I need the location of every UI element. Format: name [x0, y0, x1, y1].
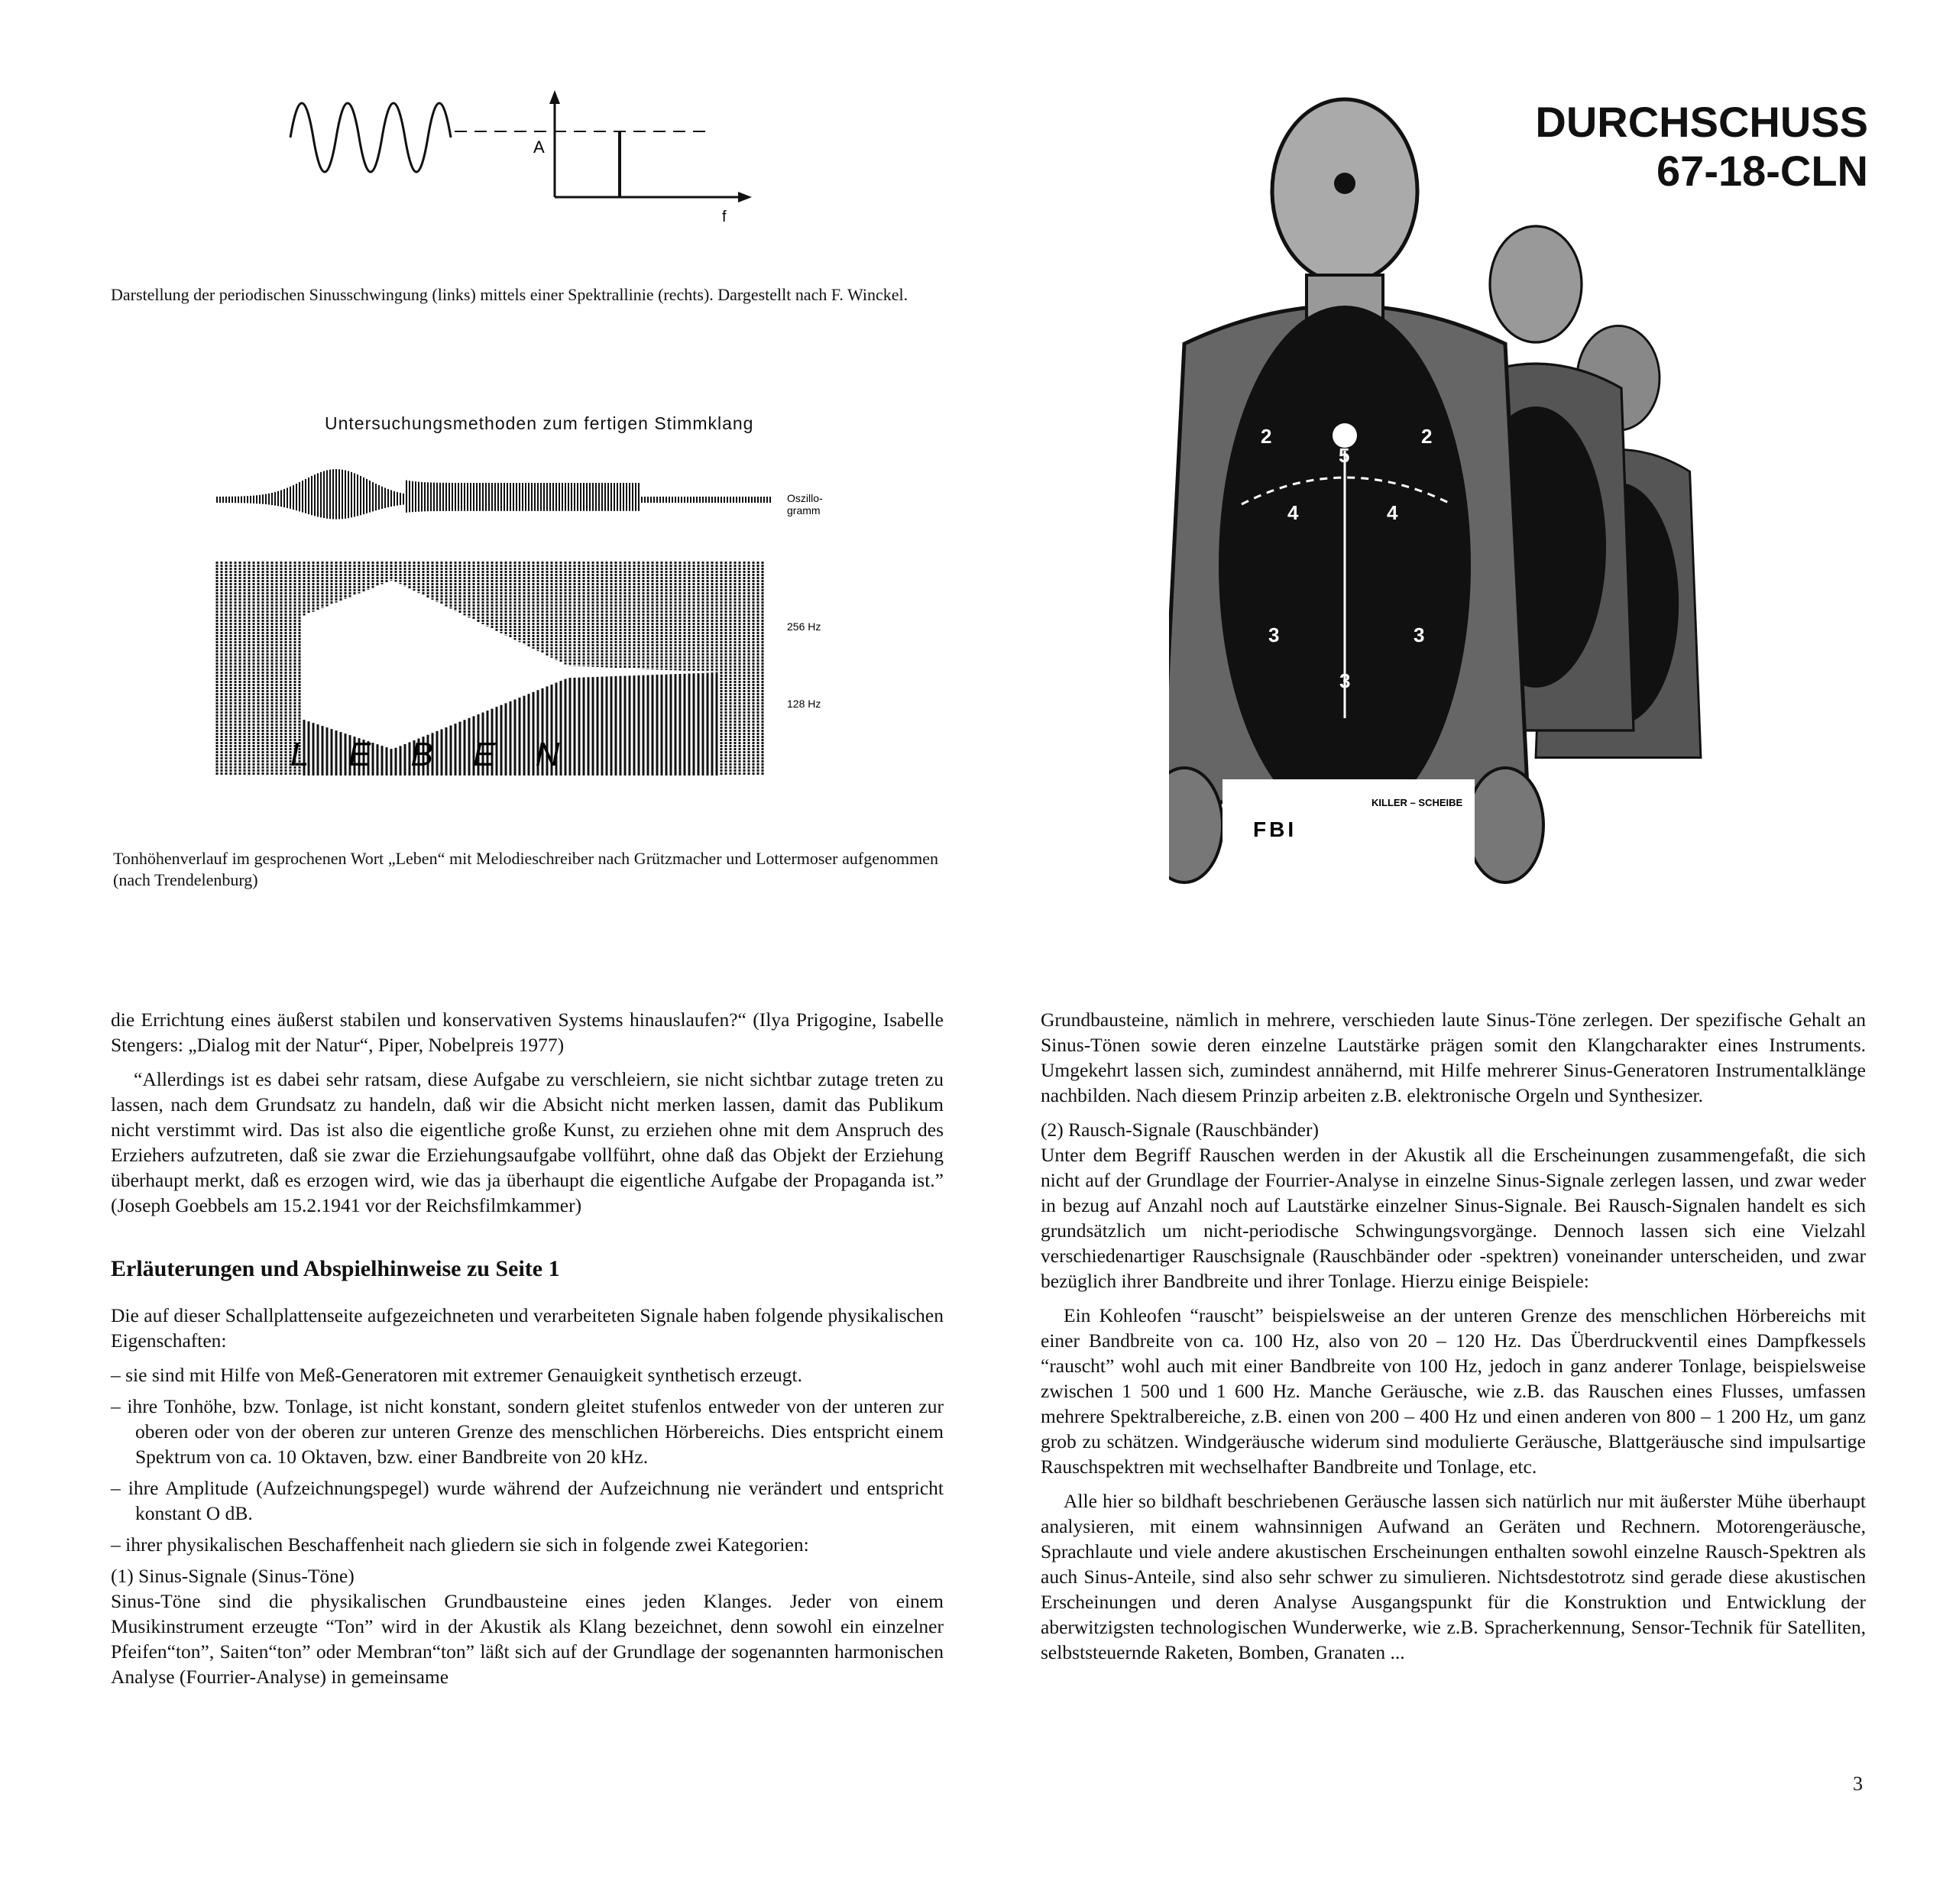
word-leben: L E B E N [290, 736, 575, 773]
paragraph-beispiele: Ein Kohleofen “rauscht” beispielsweise an der unteren Grenze des menschlichen Hörbereichs mit einer Bandbreite von ca. 100 Hz, also von 20 – 120 Hz. Das Überdruckventil eines Dampfkessels “rauscht” wohl auch mit einer Bandbreite von 100 Hz, jedoch in ganz anderer Tonlage, beispielsweise zwischen 1 500 und 1 600 Hz. Manche Geräusche, wie z.B. das Rauschen eines Flusses, umfassen mehrere Spektralbereiche, z.B. einen von 200 – 400 Hz und einen anderen von 800 – 1 200 Hz, um ganz grob zu schätzen. Windgeräusche widerum sind modulierte Geräusche, Blattgeräusche sind impulsartige Rauschspektren mit wechselhafter Bandbreite und Tonlage, etc. [1041, 1304, 1866, 1478]
intro-paragraph: Die auf dieser Schallplattenseite aufgezeichneten und verarbeiteten Signale haben folgende physikalischen Eigenschaften: [111, 1304, 944, 1352]
bullet-item: – ihrer physikalischen Beschaffenheit nach gliedern sie sich in folgende zwei Kategorien: [111, 1533, 809, 1556]
oscillogram-trace [217, 469, 770, 520]
rausch-paragraph: Unter dem Begriff Rauschen werden in der Akustik all die Erscheinungen zusammengefaßt, die sich nicht auf der Grundlage der Fourrier-Analyse in einzelne Sinus-Signale zerlegen lassen, und zwar weder in bezug auf Anzahl noch auf Lautstärke einzelner Sinus-Signale. Bei Rausch-Signalen handelt es sich grundsätzlich um nicht-periodische Schwingungsvorgänge. Dennoch lassen sich eine Vielzahl verschiedenartiger Rauschsignale (Rauschbänder oder -spektren) voneinander unterscheiden, und zwar bezüglich ihrer Bandbreite und ihrer Tonlage. Hierzu einige Beispiele: [1041, 1144, 1866, 1292]
leben-melody-figure [214, 443, 856, 779]
quote-goebbels: “Allerdings ist es dabei sehr ratsam, diese Aufgabe zu verschleiern, sie nicht sichtbar zutage treten zu lassen, nach dem Grundsatz zu handeln, daß wir die Absicht nicht merken lassen, damit das Publikum nicht verstimmt wird. Das ist also die eigentliche große Kunst, zu erziehen ohne mit dem Anspruch des Erziehers aufzutreten, daß sie zwar die Erziehungsaufgabe vollführt, ohne daß das Objekt der Erziehung überhaupt merkt, daß es erzogen wird, wie das ja überhaupt die eigentliche Aufgabe der Propaganda ist.” (Joseph Goebbels am 15.2.1941 vor der Reichsfilmkammer) [111, 1068, 944, 1216]
target-title-line2: 67-18-CLN [1656, 147, 1868, 195]
svg-text:3: 3 [1414, 623, 1425, 646]
svg-text:3: 3 [1268, 623, 1280, 646]
bullet-item: – sie sind mit Hilfe von Meß-Generatoren mit extremer Genauigkeit synthetisch erzeugt. [111, 1364, 802, 1386]
label-a: A [533, 138, 545, 157]
bullet-item: – ihre Tonhöhe, bzw. Tonlage, ist nicht konstant, sondern gleitet stufenlos entweder von der unteren zur oberen oder von der oberen zur unteren Grenze des menschlichen Hörbereichs. Dies entspricht einem Spektrum von ca. 10 Oktaven, bzw. einer Bandbreite von 20 kHz. [111, 1395, 944, 1468]
subheading-rausch: (2) Rausch-Signale (Rauschbänder) [1041, 1119, 1319, 1141]
subheading-sinus: (1) Sinus-Signale (Sinus-Töne) [111, 1565, 355, 1587]
label-fbi: FBI [1253, 818, 1297, 841]
svg-text:2: 2 [1421, 425, 1433, 448]
svg-text:3: 3 [1339, 669, 1351, 692]
y-axis-arrow [549, 90, 560, 104]
left-text-column [111, 1007, 944, 1689]
svg-text:4: 4 [1287, 501, 1299, 524]
tick-256-hz: 256 Hz [787, 620, 821, 633]
sine-wave [290, 103, 451, 172]
fbi-target-figure [1169, 92, 1872, 894]
target-title-line1: DURCHSCHUSS [1535, 98, 1868, 146]
svg-text:5: 5 [1339, 444, 1350, 467]
silhouette-front [1169, 99, 1543, 882]
paragraph-analyse: Alle hier so bildhaft beschriebenen Geräusche lassen sich natürlich nur mit äußerster Mühe überhaupt analysieren, mit einem wahnsinnigen Aufwand an Geräten und Rechnern. Motorengeräusche, Sprachlaute und viele andere akustischen Erscheinungen enthalten sowohl einzelne Rausch-Spektren als auch Sinus-Anteile, sind also sehr schwer zu simulieren. Nichtsdestotrotz sind gerade diese akustischen Erscheinungen und deren Analyse Ausgangspunkt für die Konstruktion und Entwicklung der aberwitzigsten technologischen Wunderwerke, wie z.B. Spracherkennung, Sensor-Technik für Satelliten, selbststeuernde Raketen, Bomben, Granaten ... [1041, 1490, 1866, 1663]
figure-title-stimmklang: Untersuchungsmethoden zum fertigen Stimmklang [325, 413, 754, 433]
oscillogram-label: Oszillo- [787, 492, 823, 504]
section-heading: Erläuterungen und Abspielhinweise zu Seite 1 [111, 1256, 560, 1281]
figure-caption-leben: Tonhöhenverlauf im gesprochenen Wort „Leben“ mit Melodieschreiber nach Grützmacher und Lottermoser aufgenommen (nach Trendelenburg) [113, 849, 938, 889]
svg-text:4: 4 [1387, 501, 1398, 524]
sine-spectrum-figure [283, 84, 764, 237]
figure-caption-sine: Darstellung der periodischen Sinusschwingung (links) mittels einer Spektrallinie (rechts). Dargestellt nach F. Winckel. [111, 285, 908, 304]
page-number: 3 [1853, 1773, 1863, 1795]
label-f: f [722, 209, 727, 225]
tick-128-hz: 128 Hz [787, 698, 821, 710]
right-text-column [1041, 1007, 1866, 1674]
x-axis-arrow [738, 192, 752, 202]
svg-text:2: 2 [1261, 425, 1272, 448]
oscillogram-label-2: gramm [787, 504, 821, 516]
bullseye [1334, 173, 1355, 194]
paragraph-grundbausteine: Grundbausteine, nämlich in mehrere, verschieden laute Sinus-Töne zerlegen. Der spezifische Gehalt an Sinus-Tönen sowie deren einzelne Lautstärke prägen somit den Klangcharakter eines Instruments. Umgekehrt lassen sich, zumindest annähernd, mit Hilfe mehrerer Sinus-Generatoren Instrumentalklänge nachbilden. Nach diesem Prinzip arbeiten z.B. elektronische Orgeln und Synthesizer. [1041, 1009, 1866, 1106]
label-killer-scheibe: KILLER – SCHEIBE [1371, 797, 1463, 808]
bullet-item: – ihre Amplitude (Aufzeichnungspegel) wurde während der Aufzeichnung nie verändert und entspricht konstant O dB. [111, 1477, 944, 1524]
sinus-paragraph: Sinus-Töne sind die physikalischen Grundbausteine eines jeden Klanges. Jeder von einem Musikinstrument erzeugte “Ton” wird in der Akustik als Klang bezeichnet, denn sowohl ein einzelner Pfeifen“ton”, Saiten“ton” oder Membran“ton” läßt sich auf der Grundlage der sogenannten harmonischen Analyse (Fourrier-Analyse) in gemeinsame [111, 1590, 944, 1688]
quote-prigogine: die Errichtung eines äußerst stabilen und konservativen Systems hinauslaufen?“ (Ilya Prigogine, Isabelle Stengers: „Dialog mit der Natur“, Piper, Nobelpreis 1977) [111, 1009, 944, 1056]
